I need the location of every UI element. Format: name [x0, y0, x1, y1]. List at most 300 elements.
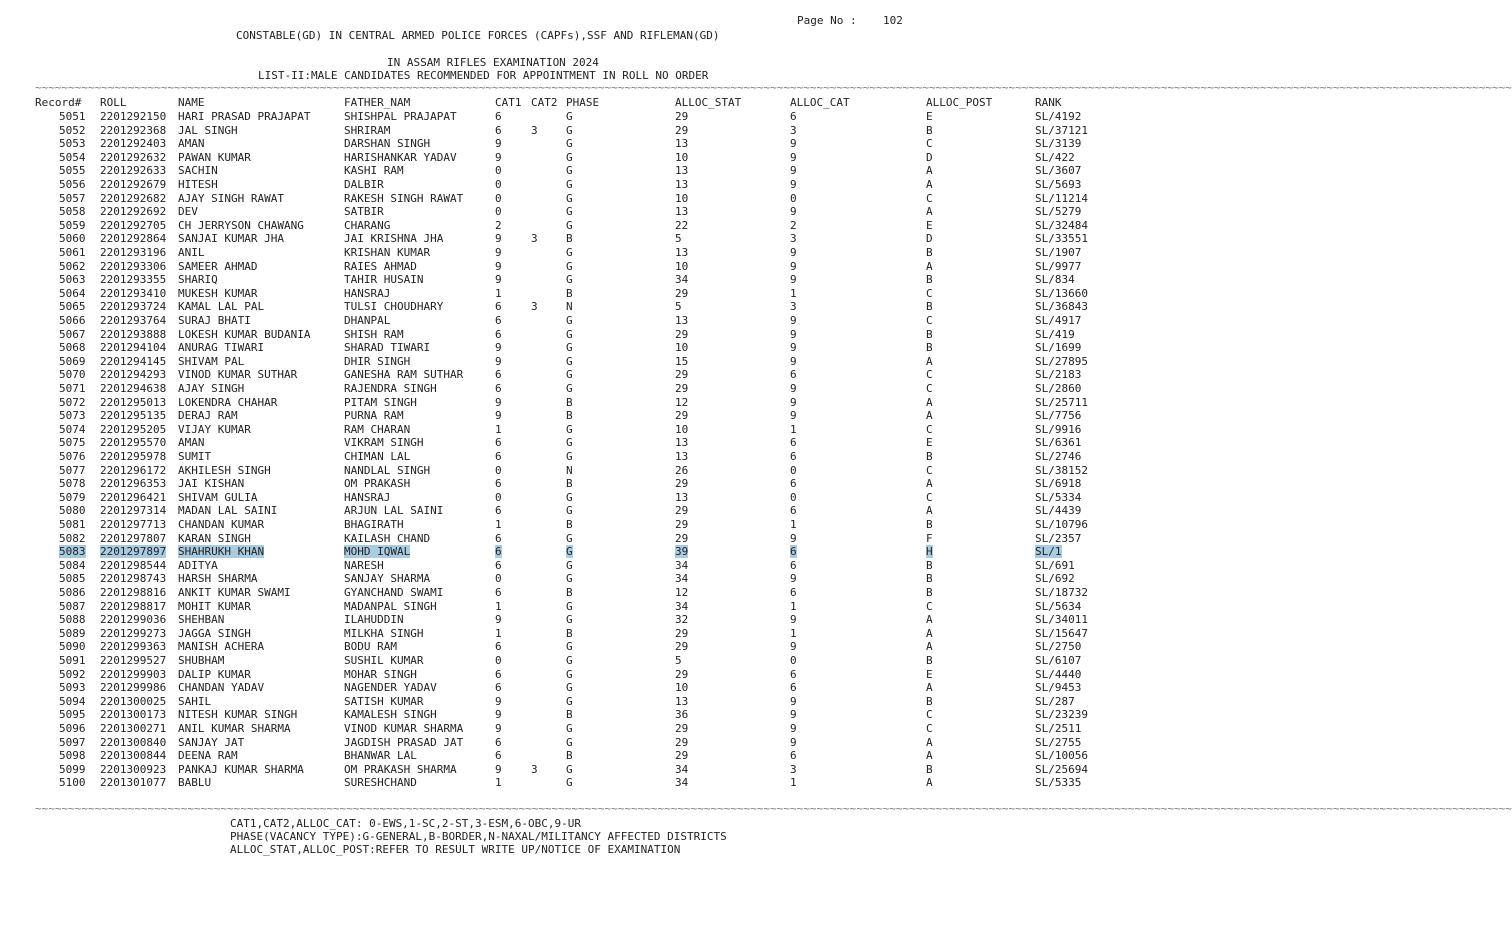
cell-rank: SL/4192	[1035, 110, 1082, 123]
cell-rank: SL/6918	[1035, 477, 1082, 491]
cell-roll: 2201293196	[100, 246, 167, 259]
cell-name: SHEHBAN	[178, 613, 225, 627]
cell-name: AMAN	[178, 137, 205, 151]
table-row	[0, 749, 1200, 763]
cell-alloc-post: A	[926, 409, 933, 423]
cell-alloc-stat: 34	[675, 776, 689, 790]
cell-alloc-post: A	[926, 354, 933, 368]
cell-record: 5056	[59, 178, 86, 191]
cell-alloc-post: C	[926, 422, 933, 436]
cell-record: 5097	[59, 735, 86, 749]
cell-record: 5062	[59, 259, 86, 273]
cell-rank: SL/10056	[1035, 749, 1088, 763]
cell-father-name: PURNA RAM	[344, 409, 404, 423]
cell-name: SAHIL	[178, 694, 212, 708]
cell-phase: G	[566, 218, 573, 232]
cell-phase: G	[566, 273, 573, 287]
table-row	[0, 396, 1200, 410]
exam-title-line1: CONSTABLE(GD) IN CENTRAL ARMED POLICE FORCES (CAPFs),SSF AND RIFLEMAN(GD)	[236, 29, 720, 42]
cell-roll: 2201294104	[100, 341, 167, 355]
table-row	[0, 110, 1200, 124]
cell-rank: SL/34011	[1035, 613, 1088, 627]
cell-alloc-stat: 13	[675, 314, 689, 327]
cell-roll: 2201299986	[100, 681, 167, 695]
cell-phase: G	[566, 259, 573, 273]
cell-alloc-post: A	[926, 626, 933, 640]
cell-name: SHIVAM PAL	[178, 354, 245, 368]
header-father-name: FATHER_NAM	[344, 96, 411, 109]
cell-alloc-stat: 29	[675, 123, 689, 137]
cell-name: JAGGA SINGH	[178, 626, 251, 640]
cell-alloc-post: B	[926, 762, 933, 776]
cell-alloc-cat: 9	[790, 735, 797, 749]
table-row	[0, 436, 1200, 450]
cell-roll: 2201292679	[100, 178, 167, 191]
cell-roll: 2201300173	[100, 708, 167, 722]
cell-record: 5083	[59, 545, 86, 559]
cell-alloc-stat: 29	[675, 477, 689, 491]
cell-roll: 2201297713	[100, 518, 167, 531]
cell-father-name: SHISH RAM	[344, 327, 404, 341]
cell-roll: 2201297897	[100, 545, 167, 559]
cell-record: 5054	[59, 150, 86, 164]
cell-cat1: 6	[495, 382, 502, 395]
cell-phase: B	[566, 518, 573, 531]
cell-father-name: KASHI RAM	[344, 164, 404, 178]
cell-record: 5057	[59, 191, 86, 205]
table-row	[0, 341, 1200, 355]
cell-record: 5059	[59, 218, 86, 232]
cell-alloc-stat: 22	[675, 218, 689, 232]
cell-cat2: 3	[531, 300, 538, 314]
cell-father-name: SUSHIL KUMAR	[344, 654, 424, 667]
cell-name: SUMIT	[178, 450, 212, 463]
cell-name: SANJAY JAT	[178, 735, 245, 749]
cell-phase: G	[566, 382, 573, 395]
cell-alloc-cat: 6	[790, 368, 797, 382]
cell-rank: SL/2511	[1035, 722, 1082, 735]
cell-cat1: 9	[495, 409, 502, 423]
cell-roll: 2201297807	[100, 531, 167, 545]
cell-father-name: ILAHUDDIN	[344, 613, 404, 627]
cell-roll: 2201300271	[100, 722, 167, 735]
cell-alloc-post: B	[926, 450, 933, 463]
cell-father-name: BHANWAR LAL	[344, 749, 417, 763]
cell-rank: SL/1699	[1035, 341, 1082, 355]
cell-alloc-cat: 0	[790, 490, 797, 504]
cell-roll: 2201301077	[100, 776, 167, 790]
cell-father-name: SURESHCHAND	[344, 776, 417, 790]
cell-alloc-post: A	[926, 259, 933, 273]
cell-alloc-cat: 9	[790, 382, 797, 395]
cell-name: LOKESH KUMAR BUDANIA	[178, 327, 311, 341]
table-row	[0, 586, 1200, 600]
cell-name: CH JERRYSON CHAWANG	[178, 218, 304, 232]
cell-rank: SL/5334	[1035, 490, 1082, 504]
cell-alloc-cat: 6	[790, 749, 797, 763]
cell-cat1: 1	[495, 776, 502, 790]
cell-record: 5070	[59, 368, 86, 382]
cell-record: 5072	[59, 395, 86, 409]
cell-alloc-stat: 13	[675, 694, 689, 708]
cell-cat1: 9	[495, 246, 502, 259]
cell-roll: 2201292368	[100, 123, 167, 137]
header-alloc-post: ALLOC_POST	[926, 96, 993, 109]
cell-record: 5082	[59, 531, 86, 545]
cell-rank: SL/7756	[1035, 409, 1082, 423]
cell-alloc-stat: 34	[675, 599, 689, 613]
cell-rank: SL/5335	[1035, 776, 1082, 790]
header-alloc-stat: ALLOC_STAT	[675, 96, 742, 109]
cell-alloc-stat: 29	[675, 409, 689, 423]
cell-father-name: GYANCHAND SWAMI	[344, 586, 444, 599]
cell-name: SAMEER AHMAD	[178, 259, 258, 273]
cell-phase: B	[566, 626, 573, 640]
cell-alloc-cat: 9	[790, 722, 797, 735]
cell-record: 5093	[59, 681, 86, 695]
cell-alloc-post: C	[926, 368, 933, 382]
cell-roll: 2201294293	[100, 368, 167, 382]
table-row	[0, 736, 1200, 750]
cell-record: 5063	[59, 273, 86, 287]
cell-father-name: SHRIRAM	[344, 123, 391, 137]
cell-phase: G	[566, 558, 573, 572]
cell-alloc-cat: 1	[790, 286, 797, 300]
cell-record: 5099	[59, 762, 86, 776]
legend-categories: CAT1,CAT2,ALLOC_CAT: 0-EWS,1-SC,2-ST,3-ESM,6-OBC,9-UR	[230, 817, 581, 830]
cell-name: SHIVAM GULIA	[178, 490, 258, 504]
cell-alloc-stat: 26	[675, 463, 689, 477]
cell-alloc-stat: 12	[675, 586, 689, 599]
cell-rank: SL/5634	[1035, 599, 1082, 613]
cell-alloc-post: C	[926, 191, 933, 205]
cell-cat2: 3	[531, 762, 538, 776]
cell-record: 5096	[59, 722, 86, 735]
cell-father-name: ARJUN LAL SAINI	[344, 504, 444, 518]
cell-alloc-stat: 29	[675, 640, 689, 654]
cell-name: NITESH KUMAR SINGH	[178, 708, 298, 722]
cell-alloc-cat: 9	[790, 205, 797, 219]
cell-roll: 2201293724	[100, 300, 167, 314]
cell-cat1: 9	[495, 722, 502, 735]
cell-father-name: CHIMAN LAL	[344, 450, 411, 463]
cell-cat1: 6	[495, 681, 502, 695]
cell-name: MUKESH KUMAR	[178, 286, 258, 300]
cell-phase: G	[566, 354, 573, 368]
table-header	[0, 96, 1200, 110]
cell-roll: 2201299363	[100, 640, 167, 654]
cell-name: SHUBHAM	[178, 654, 225, 667]
cell-record: 5092	[59, 667, 86, 681]
cell-cat2: 3	[531, 232, 538, 246]
page-label: Page No :	[797, 14, 857, 27]
cell-rank: SL/2183	[1035, 368, 1082, 382]
cell-roll: 2201295978	[100, 450, 167, 463]
cell-father-name: MOHAR SINGH	[344, 667, 417, 681]
cell-alloc-cat: 9	[790, 395, 797, 409]
cell-cat1: 1	[495, 518, 502, 531]
cell-alloc-cat: 9	[790, 246, 797, 259]
cell-alloc-post: A	[926, 749, 933, 763]
cell-alloc-stat: 29	[675, 327, 689, 341]
cell-alloc-stat: 34	[675, 762, 689, 776]
cell-record: 5061	[59, 246, 86, 259]
cell-name: PAWAN KUMAR	[178, 150, 251, 164]
cell-name: LOKENDRA CHAHAR	[178, 395, 278, 409]
header-cat1: CAT1	[495, 96, 522, 109]
cell-name: AMAN	[178, 436, 205, 450]
cell-cat1: 6	[495, 110, 502, 123]
cell-record: 5071	[59, 382, 86, 395]
cell-alloc-cat: 6	[790, 110, 797, 123]
cell-father-name: NAGENDER YADAV	[344, 681, 437, 695]
cell-phase: B	[566, 749, 573, 763]
cell-roll: 2201299273	[100, 626, 167, 640]
cell-alloc-post: C	[926, 286, 933, 300]
cell-alloc-post: B	[926, 300, 933, 314]
cell-rank: SL/2750	[1035, 640, 1082, 654]
header-roll: ROLL	[100, 96, 127, 109]
cell-record: 5089	[59, 626, 86, 640]
cell-alloc-post: E	[926, 436, 933, 450]
cell-cat1: 6	[495, 640, 502, 654]
cell-roll: 2201299036	[100, 613, 167, 627]
cell-name: DALIP KUMAR	[178, 667, 251, 681]
cell-cat2: 3	[531, 123, 538, 137]
cell-rank: SL/4440	[1035, 667, 1082, 681]
cell-father-name: MADANPAL SINGH	[344, 599, 437, 613]
cell-alloc-stat: 29	[675, 368, 689, 382]
cell-rank: SL/422	[1035, 150, 1075, 164]
cell-record: 5098	[59, 749, 86, 763]
cell-alloc-post: C	[926, 382, 933, 395]
table-row	[0, 368, 1200, 382]
cell-alloc-stat: 29	[675, 626, 689, 640]
cell-record: 5053	[59, 137, 86, 151]
cell-record: 5091	[59, 654, 86, 667]
cell-phase: B	[566, 708, 573, 722]
cell-cat1: 1	[495, 599, 502, 613]
cell-roll: 2201294145	[100, 354, 167, 368]
cell-name: DEV	[178, 205, 198, 219]
cell-alloc-stat: 13	[675, 436, 689, 450]
cell-rank: SL/4439	[1035, 504, 1082, 518]
cell-cat1: 6	[495, 545, 502, 559]
cell-alloc-stat: 29	[675, 722, 689, 735]
cell-father-name: KAILASH CHAND	[344, 531, 431, 545]
cell-name: MADAN LAL SAINI	[178, 504, 278, 518]
cell-phase: G	[566, 776, 573, 790]
cell-alloc-cat: 3	[790, 300, 797, 314]
cell-father-name: JAGDISH PRASAD JAT	[344, 735, 464, 749]
cell-alloc-cat: 9	[790, 694, 797, 708]
cell-rank: SL/9977	[1035, 259, 1082, 273]
cell-cat1: 6	[495, 300, 502, 314]
cell-alloc-cat: 0	[790, 654, 797, 667]
cell-father-name: HANSRAJ	[344, 286, 391, 300]
cell-cat1: 9	[495, 613, 502, 627]
cell-alloc-post: C	[926, 137, 933, 151]
cell-roll: 2201292682	[100, 191, 167, 205]
table-row	[0, 477, 1200, 491]
cell-rank: SL/11214	[1035, 191, 1088, 205]
cell-rank: SL/5693	[1035, 178, 1082, 191]
cell-father-name: PITAM SINGH	[344, 395, 417, 409]
cell-alloc-cat: 6	[790, 558, 797, 572]
cell-record: 5052	[59, 123, 86, 137]
cell-alloc-cat: 9	[790, 150, 797, 164]
cell-phase: G	[566, 531, 573, 545]
cell-alloc-cat: 2	[790, 218, 797, 232]
cell-phase: G	[566, 137, 573, 151]
cell-alloc-stat: 13	[675, 164, 689, 178]
cell-alloc-post: B	[926, 273, 933, 287]
cell-roll: 2201296421	[100, 490, 167, 504]
cell-alloc-post: B	[926, 572, 933, 586]
cell-cat1: 6	[495, 314, 502, 327]
cell-alloc-stat: 13	[675, 178, 689, 191]
cell-rank: SL/834	[1035, 273, 1075, 287]
cell-father-name: JAI KRISHNA JHA	[344, 232, 444, 246]
cell-cat1: 6	[495, 667, 502, 681]
cell-name: JAI KISHAN	[178, 477, 245, 491]
cell-alloc-post: B	[926, 341, 933, 355]
cell-alloc-cat: 9	[790, 409, 797, 423]
cell-alloc-post: C	[926, 490, 933, 504]
cell-phase: G	[566, 314, 573, 327]
cell-rank: SL/6107	[1035, 654, 1082, 667]
cell-phase: G	[566, 341, 573, 355]
cell-father-name: NANDLAL SINGH	[344, 463, 431, 477]
cell-name: JAL SINGH	[178, 123, 238, 137]
cell-alloc-post: D	[926, 232, 933, 246]
cell-rank: SL/287	[1035, 694, 1075, 708]
cell-roll: 2201293410	[100, 286, 167, 300]
cell-phase: B	[566, 395, 573, 409]
cell-rank: SL/36843	[1035, 300, 1088, 314]
table-row	[0, 124, 1200, 138]
cell-alloc-stat: 13	[675, 490, 689, 504]
header-name: NAME	[178, 96, 205, 109]
cell-record: 5076	[59, 450, 86, 463]
cell-roll: 2201300923	[100, 762, 167, 776]
cell-rank: SL/25694	[1035, 762, 1088, 776]
header-alloc-cat: ALLOC_CAT	[790, 96, 850, 109]
table-row	[0, 151, 1200, 165]
cell-record: 5068	[59, 341, 86, 355]
cell-alloc-post: C	[926, 314, 933, 327]
cell-roll: 2201292705	[100, 218, 167, 232]
cell-rank: SL/6361	[1035, 436, 1082, 450]
cell-father-name: CHARANG	[344, 218, 391, 232]
cell-record: 5065	[59, 300, 86, 314]
cell-phase: G	[566, 654, 573, 667]
cell-cat1: 0	[495, 205, 502, 219]
cell-cat1: 6	[495, 749, 502, 763]
cell-father-name: SANJAY SHARMA	[344, 572, 431, 586]
cell-phase: B	[566, 477, 573, 491]
cell-record: 5094	[59, 694, 86, 708]
cell-rank: SL/3607	[1035, 164, 1082, 178]
page-number: 102	[883, 14, 903, 27]
cell-record: 5055	[59, 164, 86, 178]
cell-alloc-cat: 9	[790, 327, 797, 341]
table-row	[0, 654, 1200, 668]
table-row	[0, 328, 1200, 342]
cell-father-name: DALBIR	[344, 178, 384, 191]
cell-alloc-stat: 29	[675, 110, 689, 123]
cell-alloc-cat: 6	[790, 477, 797, 491]
table-row	[0, 314, 1200, 328]
cell-rank: SL/9916	[1035, 422, 1082, 436]
cell-father-name: DHIR SINGH	[344, 354, 411, 368]
cell-alloc-cat: 6	[790, 545, 797, 559]
cell-phase: G	[566, 123, 573, 137]
cell-phase: B	[566, 232, 573, 246]
cell-name: SHAHRUKH KHAN	[178, 545, 265, 559]
cell-phase: G	[566, 504, 573, 518]
table-row	[0, 355, 1200, 369]
cell-father-name: BODU RAM	[344, 640, 397, 654]
cell-phase: G	[566, 191, 573, 205]
cell-record: 5064	[59, 286, 86, 300]
cell-name: PANKAJ KUMAR SHARMA	[178, 762, 304, 776]
cell-roll: 2201292150	[100, 110, 167, 123]
cell-alloc-post: B	[926, 558, 933, 572]
list-title: LIST-II:MALE CANDIDATES RECOMMENDED FOR APPOINTMENT IN ROLL NO ORDER	[258, 69, 709, 82]
table-row	[0, 695, 1200, 709]
cell-phase: G	[566, 681, 573, 695]
cell-name: DERAJ RAM	[178, 409, 238, 423]
cell-rank: SL/3139	[1035, 137, 1082, 151]
table-row	[0, 164, 1200, 178]
cell-rank: SL/419	[1035, 327, 1075, 341]
cell-father-name: TULSI CHOUDHARY	[344, 300, 444, 314]
cell-alloc-stat: 29	[675, 735, 689, 749]
cell-father-name: TAHIR HUSAIN	[344, 273, 424, 287]
cell-cat1: 9	[495, 762, 502, 776]
cell-father-name: VINOD KUMAR SHARMA	[344, 722, 464, 735]
cell-alloc-stat: 34	[675, 572, 689, 586]
cell-cat1: 9	[495, 354, 502, 368]
table-row	[0, 518, 1200, 532]
cell-father-name: DHANPAL	[344, 314, 391, 327]
cell-alloc-post: A	[926, 681, 933, 695]
cell-record: 5051	[59, 110, 86, 123]
cell-cat1: 6	[495, 586, 502, 599]
cell-name: AJAY SINGH	[178, 382, 245, 395]
cell-cat1: 9	[495, 232, 502, 246]
table-row	[0, 532, 1200, 546]
cell-name: HARI PRASAD PRAJAPAT	[178, 110, 311, 123]
table-row	[0, 708, 1200, 722]
cell-father-name: KAMALESH SINGH	[344, 708, 437, 722]
cell-rank: SL/18732	[1035, 586, 1088, 599]
cell-phase: B	[566, 586, 573, 599]
cell-cat1: 6	[495, 450, 502, 463]
cell-alloc-post: H	[926, 545, 933, 559]
cell-phase: G	[566, 694, 573, 708]
cell-alloc-cat: 9	[790, 354, 797, 368]
cell-alloc-post: A	[926, 640, 933, 654]
cell-name: SANJAI KUMAR JHA	[178, 232, 284, 246]
header-phase: PHASE	[566, 96, 600, 109]
table-row	[0, 260, 1200, 274]
cell-roll: 2201299903	[100, 667, 167, 681]
exam-title-line2: IN ASSAM RIFLES EXAMINATION 2024	[387, 56, 599, 69]
cell-alloc-cat: 9	[790, 259, 797, 273]
cell-alloc-cat: 0	[790, 191, 797, 205]
